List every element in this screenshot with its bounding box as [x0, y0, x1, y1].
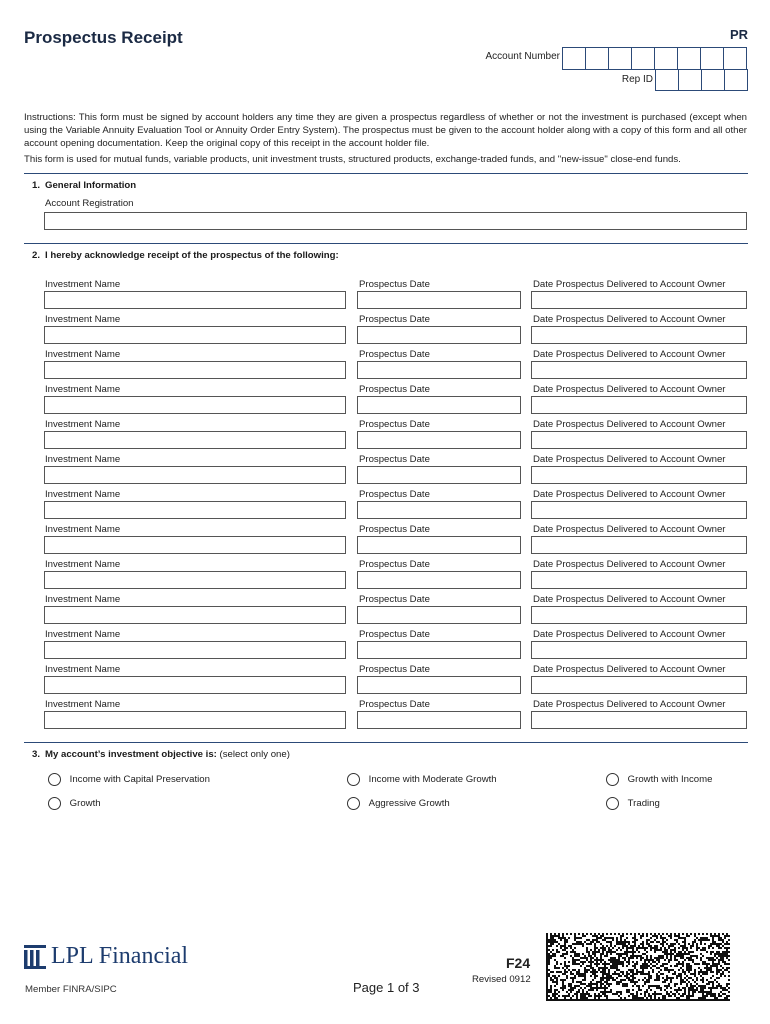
objective-option[interactable]: [347, 797, 450, 810]
section-number: 3.: [31, 749, 40, 760]
lpl-logo: [24, 943, 188, 970]
radio-circle[interactable]: [347, 773, 360, 786]
rep-id-digit[interactable]: [725, 69, 748, 91]
prospectus-date-label: Prospectus Date: [359, 384, 430, 395]
investment-name-input[interactable]: [44, 536, 346, 554]
section-title: My account’s investment objective is:: [45, 749, 217, 760]
option-label: Aggressive Growth: [368, 798, 450, 809]
radio-circle[interactable]: [347, 797, 360, 810]
investment-name-input[interactable]: [44, 431, 346, 449]
rep-id-digit[interactable]: [679, 69, 702, 91]
prospectus-date-label: Prospectus Date: [359, 314, 430, 325]
delivery-date-label: Date Prospectus Delivered to Account Owner: [533, 454, 726, 465]
section-3-heading: [24, 749, 290, 760]
prospectus-date-input[interactable]: [357, 501, 521, 519]
section-title: I hereby acknowledge receipt of the prospectus of the following:: [45, 250, 339, 261]
delivery-date-label: Date Prospectus Delivered to Account Owner: [533, 279, 726, 290]
radio-circle[interactable]: [48, 773, 61, 786]
investment-name-input[interactable]: [44, 501, 346, 519]
page-title: Prospectus Receipt: [24, 28, 183, 47]
rep-id-boxes[interactable]: [655, 69, 748, 91]
section-divider: [24, 173, 748, 174]
prospectus-date-input[interactable]: [357, 711, 521, 729]
investment-name-label: Investment Name: [45, 699, 121, 710]
investment-name-input[interactable]: [44, 326, 346, 344]
objective-option[interactable]: [606, 797, 660, 810]
investment-name-label: Investment Name: [45, 489, 121, 500]
delivery-date-label: Date Prospectus Delivered to Account Owner: [533, 699, 726, 710]
delivery-date-label: Date Prospectus Delivered to Account Owner: [533, 314, 726, 325]
option-label: Income with Moderate Growth: [368, 774, 497, 785]
prospectus-date-input[interactable]: [357, 466, 521, 484]
delivery-date-input[interactable]: [531, 536, 747, 554]
account-registration-label: Account Registration: [45, 198, 134, 209]
delivery-date-input[interactable]: [531, 571, 747, 589]
section-1-heading: [24, 180, 136, 191]
investment-name-label: Investment Name: [45, 349, 121, 360]
prospectus-date-label: Prospectus Date: [359, 524, 430, 535]
objective-option[interactable]: [48, 797, 101, 810]
investment-name-label: Investment Name: [45, 664, 121, 675]
section-title: General Information: [45, 180, 137, 191]
rep-id-label: Rep ID: [621, 74, 653, 85]
prospectus-date-label: Prospectus Date: [359, 699, 430, 710]
investment-name-input[interactable]: [44, 711, 346, 729]
prospectus-date-input[interactable]: [357, 326, 521, 344]
delivery-date-input[interactable]: [531, 641, 747, 659]
prospectus-date-label: Prospectus Date: [359, 454, 430, 465]
barcode-image: [546, 933, 730, 1001]
investment-name-label: Investment Name: [45, 314, 121, 325]
delivery-date-input[interactable]: [531, 466, 747, 484]
prospectus-date-label: Prospectus Date: [359, 489, 430, 500]
investment-name-input[interactable]: [44, 291, 346, 309]
section-divider: [24, 243, 748, 244]
section-2-heading: [24, 250, 339, 261]
option-label: Trading: [627, 798, 660, 809]
usage-text: This form is used for mutual funds, variable products, unit investment trusts, structured products, exchange-traded funds, and "new-issue" close-end funds.: [24, 154, 681, 165]
investment-name-label: Investment Name: [45, 559, 121, 570]
account-number-digit[interactable]: [724, 47, 747, 70]
prospectus-date-input[interactable]: [357, 676, 521, 694]
prospectus-date-label: Prospectus Date: [359, 349, 430, 360]
prospectus-date-label: Prospectus Date: [359, 419, 430, 430]
investment-name-input[interactable]: [44, 641, 346, 659]
prospectus-date-input[interactable]: [357, 361, 521, 379]
delivery-date-label: Date Prospectus Delivered to Account Owner: [533, 524, 726, 535]
account-number-digit[interactable]: [586, 47, 609, 70]
option-label: Income with Capital Preservation: [69, 774, 210, 785]
delivery-date-label: Date Prospectus Delivered to Account Owner: [533, 489, 726, 500]
prospectus-date-input[interactable]: [357, 536, 521, 554]
account-number-digit[interactable]: [632, 47, 655, 70]
prospectus-date-label: Prospectus Date: [359, 594, 430, 605]
prospectus-date-input[interactable]: [357, 396, 521, 414]
investment-name-label: Investment Name: [45, 454, 121, 465]
objective-option[interactable]: [347, 773, 497, 786]
account-number-boxes[interactable]: [562, 47, 747, 70]
investment-name-label: Investment Name: [45, 594, 121, 605]
prospectus-date-input[interactable]: [357, 606, 521, 624]
account-number-digit[interactable]: [563, 47, 586, 70]
investment-name-input[interactable]: [44, 466, 346, 484]
revised-date: Revised 0912: [472, 974, 531, 985]
logo-text: LPL Financial: [51, 943, 189, 969]
investment-name-label: Investment Name: [45, 384, 121, 395]
objective-option[interactable]: [606, 773, 712, 786]
prospectus-date-input[interactable]: [357, 571, 521, 589]
delivery-date-label: Date Prospectus Delivered to Account Owner: [533, 349, 726, 360]
rep-id-digit[interactable]: [702, 69, 725, 91]
investment-name-label: Investment Name: [45, 419, 121, 430]
delivery-date-input[interactable]: [531, 326, 747, 344]
investment-name-label: Investment Name: [45, 629, 121, 640]
investment-name-input[interactable]: [44, 606, 346, 624]
delivery-date-input[interactable]: [531, 606, 747, 624]
investment-name-label: Investment Name: [45, 524, 121, 535]
prospectus-date-label: Prospectus Date: [359, 279, 430, 290]
account-number-label: Account Number: [485, 51, 560, 62]
delivery-date-label: Date Prospectus Delivered to Account Owner: [533, 629, 726, 640]
delivery-date-input[interactable]: [531, 361, 747, 379]
delivery-date-input[interactable]: [531, 431, 747, 449]
section-number: 2.: [31, 250, 40, 261]
delivery-date-label: Date Prospectus Delivered to Account Owner: [533, 594, 726, 605]
objective-option[interactable]: [48, 773, 210, 786]
investment-name-input[interactable]: [44, 396, 346, 414]
form-code: PR: [729, 27, 748, 42]
delivery-date-input[interactable]: [531, 396, 747, 414]
member-text: Member FINRA/SIPC: [25, 984, 117, 995]
account-number-digit[interactable]: [655, 47, 678, 70]
section-note: (select only one): [219, 749, 290, 760]
delivery-date-label: Date Prospectus Delivered to Account Owner: [533, 384, 726, 395]
option-label: Growth with Income: [627, 774, 713, 785]
radio-circle[interactable]: [606, 773, 619, 786]
delivery-date-input[interactable]: [531, 291, 747, 309]
delivery-date-label: Date Prospectus Delivered to Account Owner: [533, 419, 726, 430]
investment-name-input[interactable]: [44, 361, 346, 379]
section-divider: [24, 742, 748, 743]
prospectus-date-input[interactable]: [357, 431, 521, 449]
investment-name-input[interactable]: [44, 571, 346, 589]
delivery-date-label: Date Prospectus Delivered to Account Owner: [533, 664, 726, 675]
account-number-digit[interactable]: [701, 47, 724, 70]
prospectus-date-input[interactable]: [357, 641, 521, 659]
radio-circle[interactable]: [606, 797, 619, 810]
instructions-text: Instructions: This form must be signed by account holders any time they are given a prospectus regardless of whether or not the investment is purchased (except when using the Variable Annuity Evaluation Tool or Annuity Order Entry System). The prospectus must be given to the account holder along with a copy of this form and all other account opening documentation. Keep the original copy of this receipt in the account holder file.: [24, 112, 747, 149]
prospectus-date-label: Prospectus Date: [359, 629, 430, 640]
page-number: Page 1 of 3: [353, 980, 420, 995]
investment-name-label: Investment Name: [45, 279, 121, 290]
lpl-logo-icon: [24, 945, 46, 969]
delivery-date-input[interactable]: [531, 501, 747, 519]
prospectus-date-input[interactable]: [357, 291, 521, 309]
account-number-digit[interactable]: [678, 47, 701, 70]
option-label: Growth: [69, 798, 101, 809]
delivery-date-input[interactable]: [531, 676, 747, 694]
account-number-digit[interactable]: [609, 47, 632, 70]
investment-name-input[interactable]: [44, 676, 346, 694]
delivery-date-label: Date Prospectus Delivered to Account Owner: [533, 559, 726, 570]
form-number: F24: [506, 955, 531, 971]
prospectus-date-label: Prospectus Date: [359, 559, 430, 570]
rep-id-digit[interactable]: [656, 69, 679, 91]
section-number: 1.: [31, 180, 40, 191]
radio-circle[interactable]: [48, 797, 61, 810]
prospectus-date-label: Prospectus Date: [359, 664, 430, 675]
delivery-date-input[interactable]: [531, 711, 747, 729]
account-registration-input[interactable]: [44, 212, 747, 230]
